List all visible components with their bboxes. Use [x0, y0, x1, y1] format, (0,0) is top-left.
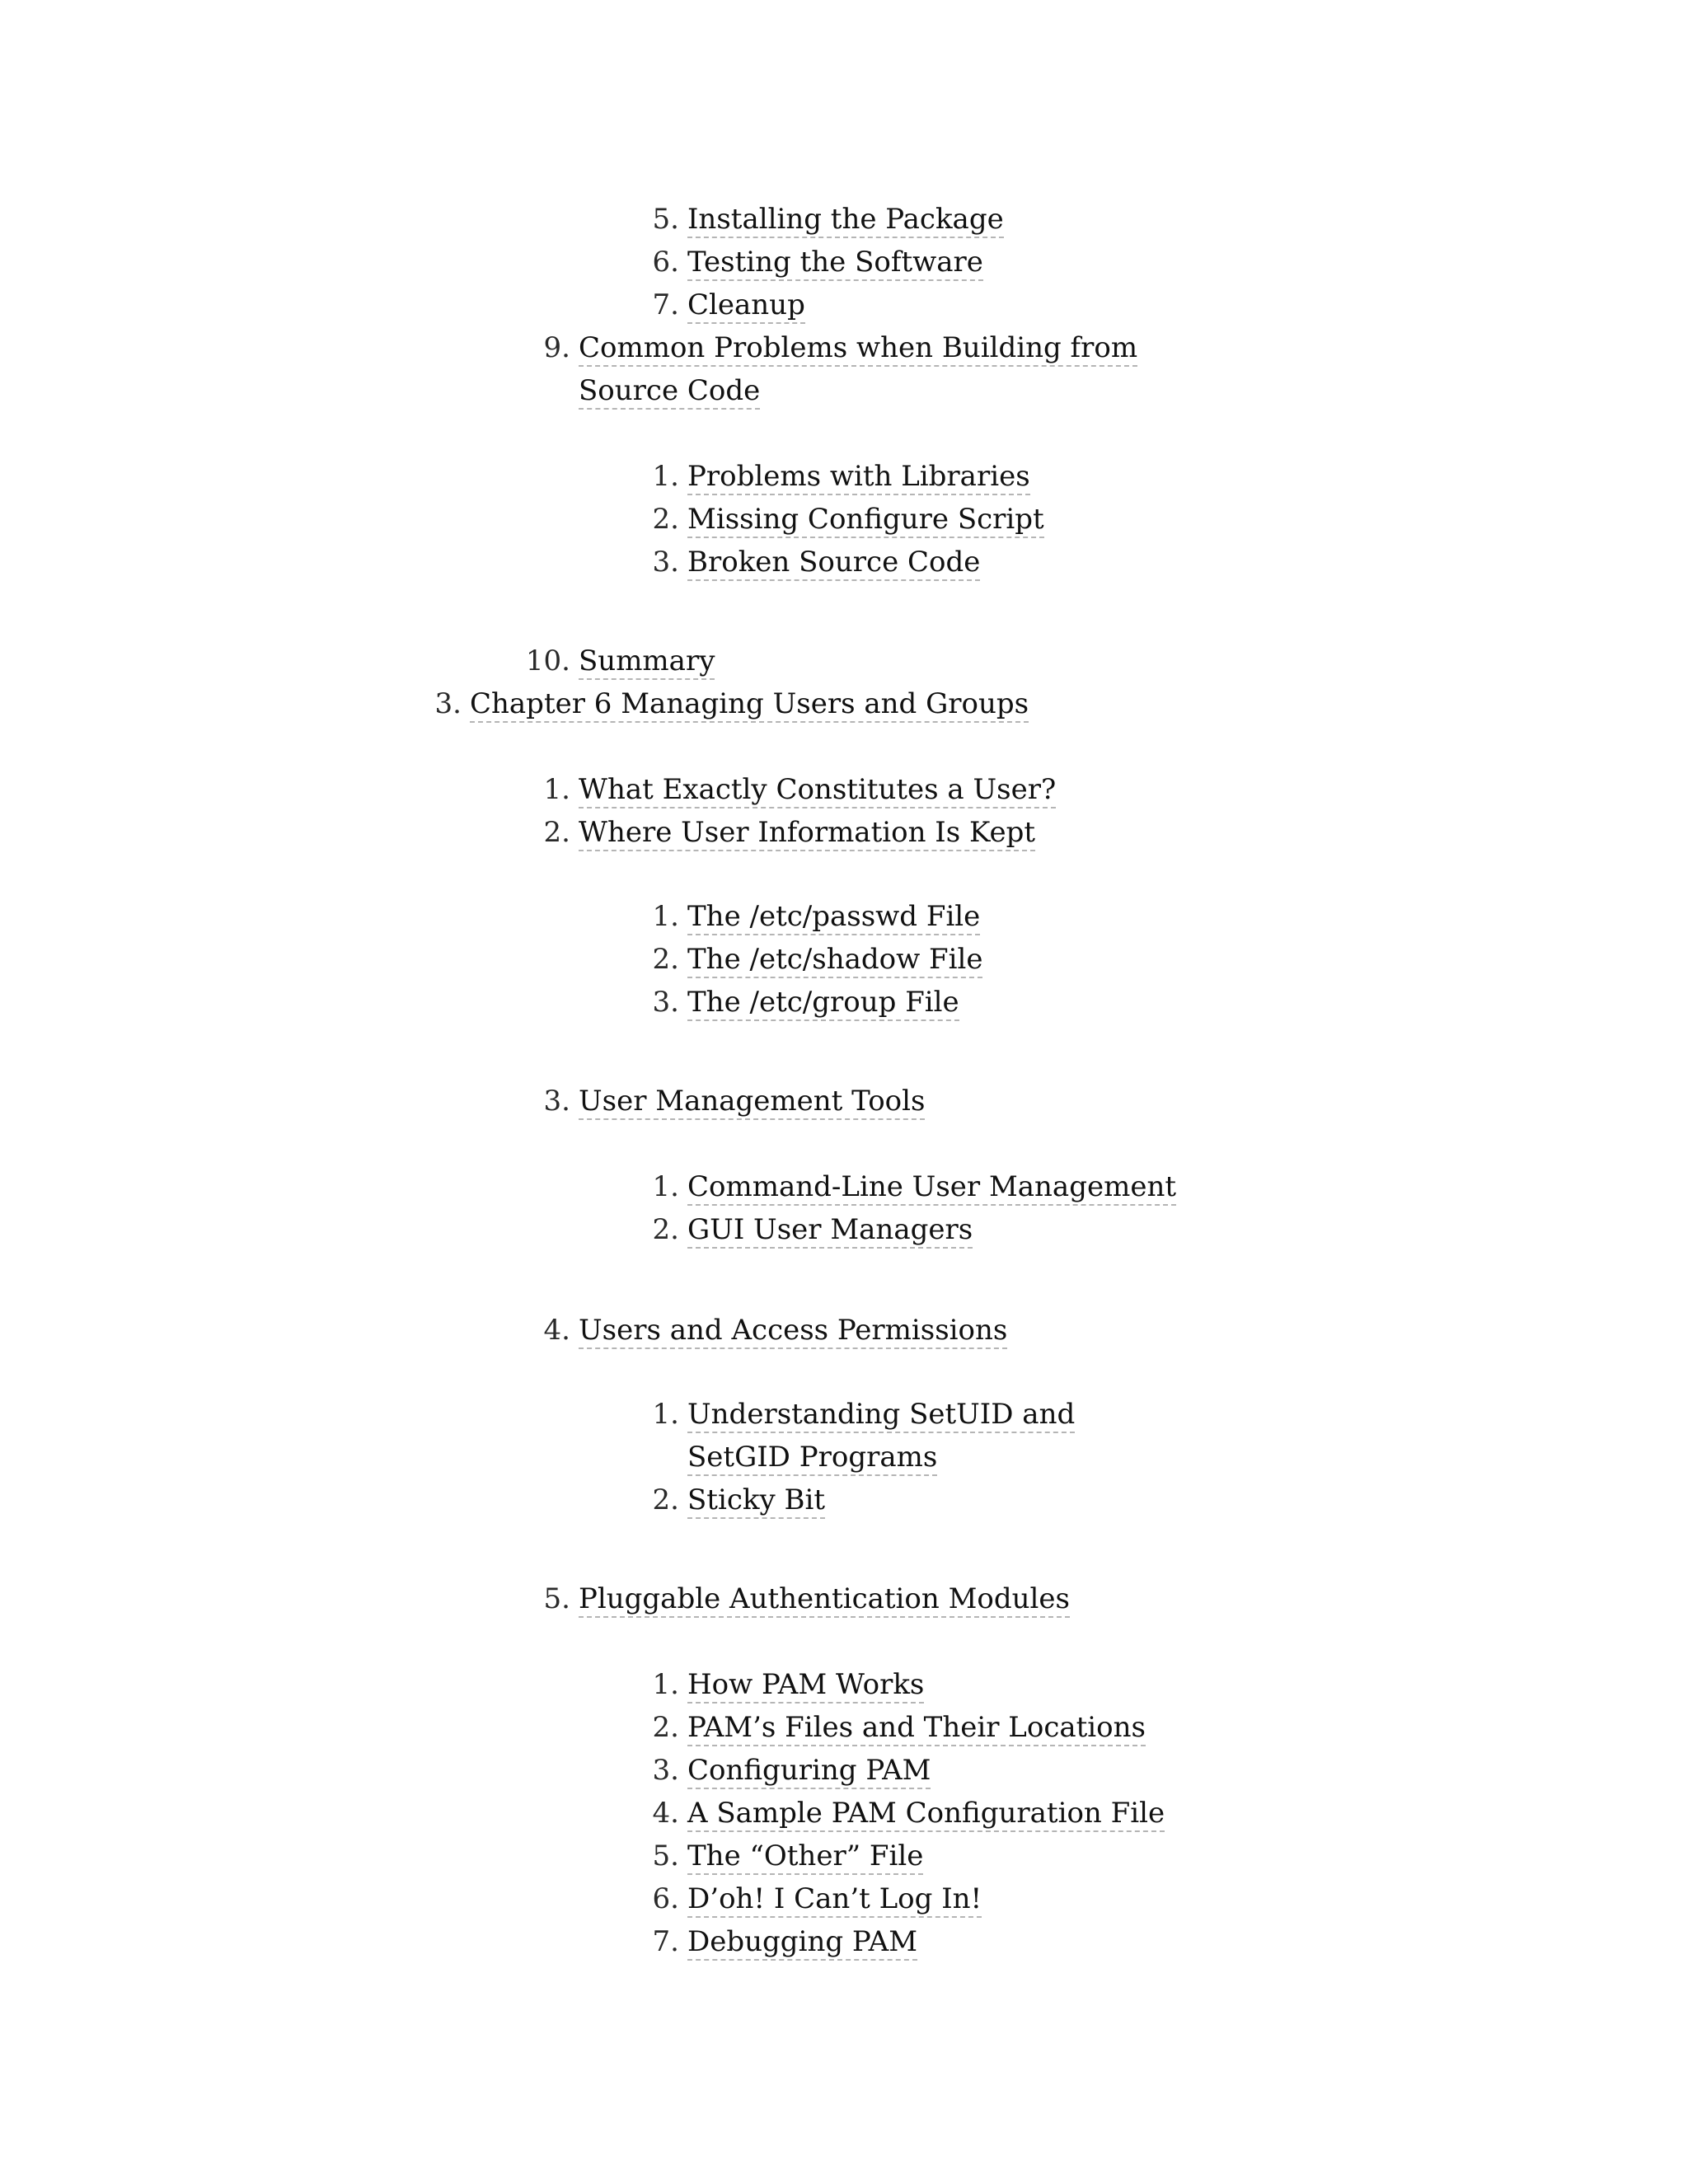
- toc-item-number: 10.: [525, 644, 570, 677]
- toc-item: [543, 768, 1057, 811]
- toc-link-gui-user-managers[interactable]: GUI User Managers: [687, 1213, 973, 1249]
- toc-link-other-file[interactable]: The “Other” File: [687, 1840, 923, 1875]
- toc-item-number: 4.: [652, 1797, 679, 1830]
- toc-link-users-and-access-permissions[interactable]: Users and Access Permissions: [579, 1314, 1007, 1349]
- toc-item: [652, 241, 983, 284]
- toc-item-number: 2.: [652, 1711, 679, 1744]
- toc-item: [652, 1920, 918, 1963]
- toc-item-number: 2.: [543, 816, 570, 849]
- toc-item-number: 1.: [652, 460, 679, 493]
- toc-item-number: 4.: [543, 1314, 570, 1347]
- toc-item-wrapped: [579, 326, 1189, 412]
- toc-link-common-problems[interactable]: Common Problems when Building from Source Code: [579, 331, 1137, 410]
- toc-link-sticky-bit[interactable]: Sticky Bit: [687, 1483, 825, 1519]
- toc-link-broken-source-code[interactable]: Broken Source Code: [687, 546, 980, 581]
- toc-link-missing-configure-script[interactable]: Missing Configure Script: [687, 503, 1044, 538]
- toc-link-etc-shadow[interactable]: The /etc/shadow File: [687, 943, 982, 978]
- toc-link-etc-group[interactable]: The /etc/group File: [687, 986, 959, 1021]
- toc-item-number: 9.: [543, 331, 570, 364]
- toc-item: [652, 198, 1004, 241]
- toc-link-how-pam-works[interactable]: How PAM Works: [687, 1668, 924, 1704]
- toc-link-configuring-pam[interactable]: Configuring PAM: [687, 1754, 931, 1789]
- toc-item: [525, 640, 715, 682]
- toc-item-number: 2.: [652, 1483, 679, 1516]
- toc-link-debugging-pam[interactable]: Debugging PAM: [687, 1925, 917, 1961]
- toc-item-number: 6.: [652, 246, 679, 279]
- toc-link-etc-passwd[interactable]: The /etc/passwd File: [687, 900, 980, 935]
- toc-item-number: 3.: [652, 986, 679, 1019]
- toc-item: [543, 1080, 926, 1122]
- toc-link-problems-with-libraries[interactable]: Problems with Libraries: [687, 460, 1030, 495]
- toc-item-number: 5.: [543, 1582, 570, 1615]
- toc-link-where-user-info-is-kept[interactable]: Where User Information Is Kept: [579, 816, 1035, 851]
- toc-item: [543, 1309, 1008, 1352]
- toc-item-number: 3.: [543, 1085, 570, 1118]
- toc-link-testing-the-software[interactable]: Testing the Software: [687, 246, 983, 281]
- toc-item-number: 3.: [652, 1754, 679, 1787]
- toc-link-summary[interactable]: Summary: [579, 644, 715, 680]
- toc-link-chapter-6[interactable]: Chapter 6 Managing Users and Groups: [470, 687, 1029, 723]
- toc-item: [652, 938, 983, 981]
- toc-item: [652, 981, 959, 1024]
- toc-item: [652, 1663, 925, 1706]
- toc-item-number: 1.: [652, 1170, 679, 1203]
- toc-item-wrapped: [687, 1393, 1149, 1479]
- toc-item: [652, 1479, 826, 1521]
- toc-link-command-line-user-management[interactable]: Command-Line User Management: [687, 1170, 1176, 1206]
- toc-item: [652, 1749, 931, 1792]
- toc-item-number: 1.: [652, 900, 679, 933]
- toc-item: [652, 1792, 1165, 1835]
- toc-item: [652, 541, 981, 583]
- toc-item: [652, 895, 981, 938]
- toc-item-number: 3.: [652, 546, 679, 579]
- toc-item-number: 2.: [652, 1213, 679, 1246]
- toc-item: [543, 1577, 1070, 1620]
- toc-link-cleanup[interactable]: Cleanup: [687, 288, 805, 324]
- toc-item-number: 1.: [543, 773, 570, 806]
- toc-item: [652, 284, 805, 326]
- toc-item-number: 7.: [652, 1925, 679, 1958]
- toc-link-sample-pam-config[interactable]: A Sample PAM Configuration File: [687, 1797, 1165, 1832]
- toc-link-installing-the-package[interactable]: Installing the Package: [687, 203, 1004, 238]
- toc-item: [543, 811, 1036, 854]
- toc-item: [652, 1208, 973, 1251]
- toc-item-number: 6.: [652, 1882, 679, 1915]
- toc-item: [434, 682, 1029, 725]
- toc-link-user-management-tools[interactable]: User Management Tools: [579, 1085, 925, 1120]
- toc-item: [652, 1877, 982, 1920]
- toc-item: [652, 1706, 1146, 1749]
- toc-item-number: 3.: [434, 687, 462, 720]
- toc-link-pam-files-locations[interactable]: PAM’s Files and Their Locations: [687, 1711, 1146, 1746]
- toc-item: [652, 498, 1044, 541]
- toc-item-number: 1.: [652, 1398, 679, 1431]
- toc-link-setuid-setgid[interactable]: Understanding SetUID and SetGID Programs: [687, 1398, 1075, 1476]
- toc-link-what-constitutes-a-user[interactable]: What Exactly Constitutes a User?: [579, 773, 1056, 808]
- toc-item-number: 5.: [652, 1840, 679, 1872]
- toc-item-number: 1.: [652, 1668, 679, 1701]
- toc-item: [652, 1165, 1177, 1208]
- toc-item-number: 2.: [652, 503, 679, 536]
- toc-item: [652, 1835, 924, 1877]
- toc-link-pam[interactable]: Pluggable Authentication Modules: [579, 1582, 1070, 1618]
- toc-item: [652, 455, 1030, 498]
- toc-link-cant-log-in[interactable]: D’oh! I Can’t Log In!: [687, 1882, 982, 1918]
- toc-item-number: 2.: [652, 943, 679, 976]
- toc-item-number: 7.: [652, 288, 679, 321]
- toc-item-number: 5.: [652, 203, 679, 236]
